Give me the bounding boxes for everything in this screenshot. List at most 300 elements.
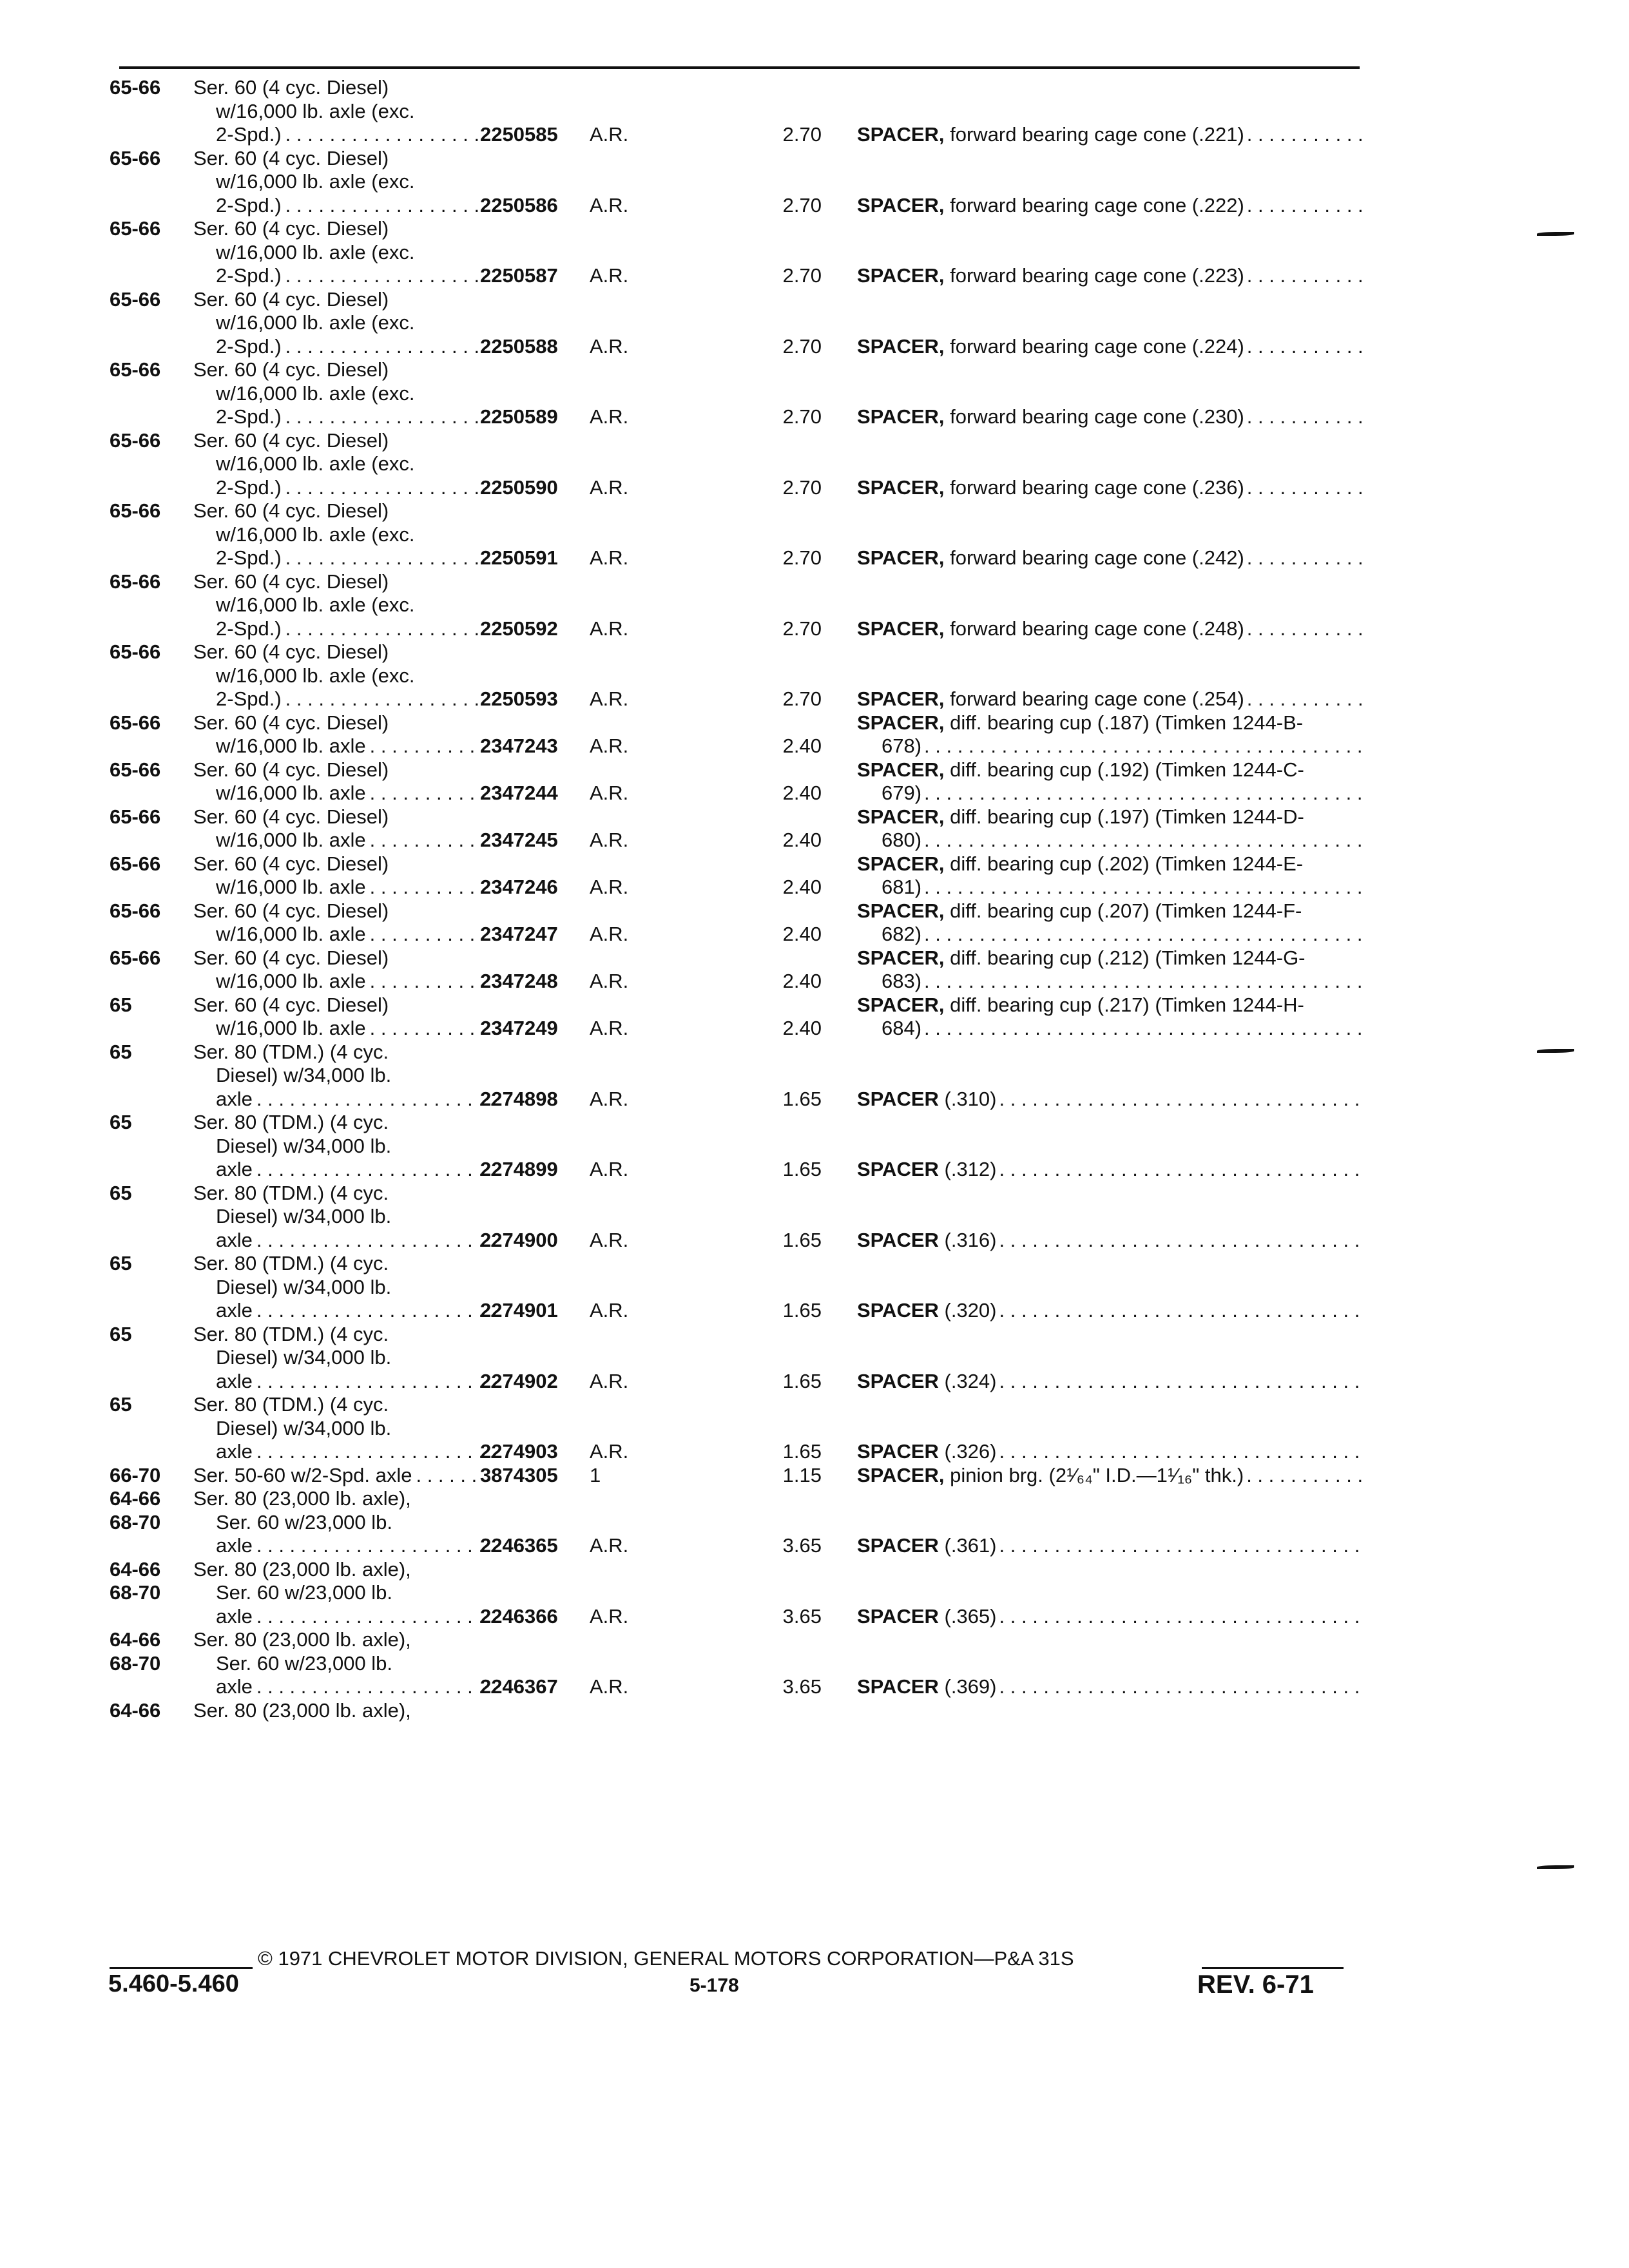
part-name-continuation: 682) bbox=[882, 923, 922, 945]
quantity: A.R. bbox=[590, 1534, 629, 1557]
part-name-keyword: SPACER bbox=[857, 1228, 939, 1251]
part-name-line bbox=[857, 782, 1363, 805]
part-number: 2250593 bbox=[480, 687, 558, 710]
model-years: 64-66 68-70 bbox=[110, 1628, 161, 1675]
description-line: Diesel) w/34,000 lb. bbox=[216, 1134, 392, 1157]
entry-application bbox=[110, 76, 760, 147]
part-name bbox=[857, 758, 1363, 805]
description-line: Diesel) w/34,000 lb. bbox=[216, 1275, 392, 1298]
description-text: 2-Spd.) bbox=[216, 334, 282, 358]
list-price: 2.70 bbox=[782, 405, 822, 428]
description-line bbox=[193, 970, 499, 994]
description-line: Ser. 80 (TDM.) (4 cyc. bbox=[193, 1393, 389, 1416]
part-name-line bbox=[857, 829, 1363, 852]
part-name-keyword: SPACER bbox=[857, 1299, 939, 1321]
part-name bbox=[857, 1605, 1363, 1629]
footer-rule-right bbox=[1202, 1967, 1344, 1969]
part-name-detail: diff. bearing cup (.217) (Timken 1244-H- bbox=[944, 993, 1304, 1016]
footer-rule-left bbox=[110, 1967, 253, 1969]
description-line: Ser. 60 (4 cyc. Diesel) bbox=[193, 852, 389, 875]
revision-label: REV. 6-71 bbox=[1197, 1970, 1314, 1999]
entry-application bbox=[110, 640, 760, 711]
description-line: Ser. 60 (4 cyc. Diesel) bbox=[193, 640, 389, 663]
parts-catalog-list bbox=[110, 76, 1363, 1722]
quantity: A.R. bbox=[590, 264, 629, 287]
leader-dots bbox=[1247, 264, 1363, 288]
part-name-detail: (.312) bbox=[938, 1158, 997, 1180]
part-name bbox=[857, 947, 1363, 994]
catalog-entry bbox=[110, 994, 1363, 1041]
entry-application bbox=[110, 429, 760, 500]
part-name bbox=[857, 1440, 1363, 1464]
list-price: 2.70 bbox=[782, 687, 822, 710]
part-name-keyword: SPACER bbox=[857, 1369, 939, 1392]
leader-dots bbox=[1247, 335, 1363, 359]
part-name-text bbox=[857, 758, 1304, 782]
part-name-keyword: SPACER, bbox=[857, 758, 945, 781]
margin-mark bbox=[1537, 232, 1574, 236]
leader-dots bbox=[416, 1464, 477, 1488]
part-name-keyword: SPACER, bbox=[857, 852, 945, 875]
part-name-line bbox=[857, 994, 1363, 1017]
leader-dots bbox=[1247, 123, 1363, 147]
model-years: 65-66 bbox=[110, 852, 161, 875]
description-line bbox=[193, 335, 499, 359]
list-price: 1.65 bbox=[782, 1440, 822, 1463]
part-name-text bbox=[857, 1464, 1244, 1488]
part-number: 2250590 bbox=[480, 476, 558, 499]
part-name-text bbox=[857, 711, 1303, 735]
list-price: 2.40 bbox=[782, 735, 822, 757]
catalog-entry bbox=[110, 1323, 1363, 1394]
part-number: 2250592 bbox=[480, 617, 558, 640]
part-number: 2250589 bbox=[480, 405, 558, 428]
model-years: 65-66 bbox=[110, 217, 161, 240]
leader-dots bbox=[924, 829, 1363, 852]
catalog-entry bbox=[110, 899, 1363, 947]
quantity: A.R. bbox=[590, 876, 629, 898]
part-name-text bbox=[857, 405, 1244, 429]
part-name-text bbox=[857, 1605, 997, 1629]
leader-dots bbox=[285, 476, 499, 500]
part-number: 2347243 bbox=[480, 735, 558, 757]
part-number: 2250587 bbox=[480, 264, 558, 287]
part-name bbox=[857, 476, 1363, 500]
quantity: A.R. bbox=[590, 1158, 629, 1180]
part-name-keyword: SPACER, bbox=[857, 805, 945, 828]
part-name-keyword: SPACER, bbox=[857, 193, 945, 216]
entry-application bbox=[110, 570, 760, 641]
part-number: 2274898 bbox=[480, 1087, 558, 1110]
part-name-continuation: 683) bbox=[882, 970, 922, 992]
entry-application bbox=[110, 288, 760, 359]
leader-dots bbox=[924, 735, 1363, 758]
quantity: A.R. bbox=[590, 1604, 629, 1628]
description-line bbox=[193, 782, 499, 805]
part-name-detail: diff. bearing cup (.207) (Timken 1244-F- bbox=[944, 899, 1302, 922]
part-name-detail: (.316) bbox=[938, 1228, 997, 1251]
model-years: 65-66 bbox=[110, 711, 161, 734]
model-years: 65 bbox=[110, 1322, 132, 1345]
model-years: 65-66 bbox=[110, 76, 161, 99]
description-line: w/16,000 lb. axle (exc. bbox=[216, 523, 415, 546]
entry-application bbox=[110, 1628, 760, 1699]
description-line: Ser. 80 (23,000 lb. axle), bbox=[193, 1557, 411, 1581]
description-text: axle bbox=[216, 1228, 253, 1251]
part-name-keyword: SPACER bbox=[857, 1534, 939, 1557]
description-text: axle bbox=[216, 1158, 253, 1180]
quantity: A.R. bbox=[590, 687, 629, 710]
entry-application bbox=[110, 1041, 760, 1111]
application-description bbox=[193, 1699, 580, 1723]
description-text: Ser. 50-60 w/2-Spd. axle bbox=[193, 1463, 412, 1486]
part-name-continuation: 681) bbox=[882, 876, 922, 898]
leader-dots bbox=[256, 1299, 499, 1323]
quantity: A.R. bbox=[590, 1675, 629, 1698]
part-name-keyword: SPACER bbox=[857, 1087, 939, 1110]
part-number: 2347246 bbox=[480, 876, 558, 898]
catalog-entry bbox=[110, 805, 1363, 852]
list-price: 2.40 bbox=[782, 923, 822, 945]
part-name-line bbox=[857, 1440, 1363, 1464]
part-name-line bbox=[857, 1299, 1363, 1323]
leader-dots bbox=[256, 1605, 499, 1629]
description-text: axle bbox=[216, 1675, 253, 1698]
leader-dots bbox=[1247, 617, 1363, 641]
description-line: Ser. 60 (4 cyc. Diesel) bbox=[193, 146, 389, 169]
leader-dots bbox=[1247, 476, 1363, 500]
entry-application bbox=[110, 994, 760, 1041]
model-years: 65 bbox=[110, 1393, 132, 1416]
part-name-detail: pinion brg. (2¹⁄₆₄" I.D.—1¹⁄₁₆" thk.) bbox=[944, 1463, 1244, 1486]
part-name-keyword: SPACER bbox=[857, 1158, 939, 1180]
entry-application bbox=[110, 499, 760, 570]
leader-dots bbox=[924, 970, 1363, 994]
catalog-entry bbox=[110, 947, 1363, 994]
leader-dots bbox=[924, 1017, 1363, 1041]
model-years: 65-66 bbox=[110, 640, 161, 663]
part-name bbox=[857, 1299, 1363, 1323]
part-number: 2274900 bbox=[480, 1228, 558, 1251]
leader-dots bbox=[924, 923, 1363, 947]
description-line: Ser. 80 (23,000 lb. axle), bbox=[193, 1487, 411, 1510]
description-text: w/16,000 lb. axle bbox=[216, 1017, 366, 1039]
quantity: A.R. bbox=[590, 735, 629, 757]
leader-dots bbox=[999, 1229, 1363, 1253]
part-number: 2250591 bbox=[480, 546, 558, 569]
description-line: Diesel) w/34,000 lb. bbox=[216, 1064, 392, 1086]
description-line bbox=[193, 1370, 499, 1394]
part-name-text bbox=[857, 1534, 997, 1558]
part-name-line bbox=[857, 1158, 1363, 1182]
catalog-entry bbox=[110, 499, 1363, 570]
catalog-entry bbox=[110, 1699, 1363, 1723]
description-line: Ser. 60 w/23,000 lb. bbox=[216, 1651, 393, 1675]
model-years: 65 bbox=[110, 1040, 132, 1063]
part-name-text bbox=[857, 1370, 997, 1394]
leader-dots bbox=[924, 876, 1363, 899]
list-price: 2.40 bbox=[782, 829, 822, 851]
model-years: 65-66 bbox=[110, 499, 161, 522]
part-name-line bbox=[857, 687, 1363, 711]
part-name-detail: (.310) bbox=[938, 1087, 997, 1110]
leader-dots bbox=[285, 264, 499, 288]
part-name-text bbox=[857, 1158, 997, 1182]
entry-application bbox=[110, 1464, 760, 1488]
catalog-entry bbox=[110, 711, 1363, 758]
description-line: w/16,000 lb. axle (exc. bbox=[216, 664, 415, 687]
quantity: A.R. bbox=[590, 970, 629, 992]
part-name-keyword: SPACER bbox=[857, 1440, 939, 1463]
part-number: 2274901 bbox=[480, 1299, 558, 1321]
model-years: 65-66 bbox=[110, 946, 161, 969]
leader-dots bbox=[256, 1088, 499, 1111]
part-name-continuation: 679) bbox=[882, 782, 922, 804]
part-name bbox=[857, 264, 1363, 288]
model-years: 65 bbox=[110, 1111, 132, 1133]
part-name-detail: (.326) bbox=[938, 1440, 997, 1463]
catalog-entry bbox=[110, 852, 1363, 899]
model-years: 64-66 bbox=[110, 1698, 161, 1722]
part-number: 2347244 bbox=[480, 782, 558, 804]
catalog-entry bbox=[110, 1628, 1363, 1699]
model-years: 65-66 bbox=[110, 146, 161, 169]
part-name bbox=[857, 1370, 1363, 1394]
list-price: 2.70 bbox=[782, 617, 822, 640]
part-name-detail: forward bearing cage cone (.230) bbox=[944, 405, 1244, 428]
part-number: 2274899 bbox=[480, 1158, 558, 1180]
part-number: 2250588 bbox=[480, 334, 558, 358]
part-name bbox=[857, 617, 1363, 641]
description-line: w/16,000 lb. axle (exc. bbox=[216, 452, 415, 475]
list-price: 1.15 bbox=[782, 1463, 822, 1486]
entry-application bbox=[110, 358, 760, 429]
leader-dots bbox=[999, 1370, 1363, 1394]
leader-dots bbox=[999, 1440, 1363, 1464]
catalog-entry bbox=[110, 288, 1363, 359]
description-text: 2-Spd.) bbox=[216, 123, 282, 146]
description-line: w/16,000 lb. axle (exc. bbox=[216, 240, 415, 264]
quantity: A.R. bbox=[590, 1299, 629, 1321]
leader-dots bbox=[1246, 1464, 1363, 1488]
description-line: Ser. 60 (4 cyc. Diesel) bbox=[193, 711, 389, 734]
entry-application bbox=[110, 1111, 760, 1182]
part-name-continuation: 684) bbox=[882, 1017, 922, 1039]
quantity: A.R. bbox=[590, 1440, 629, 1463]
catalog-entry bbox=[110, 1182, 1363, 1253]
part-name bbox=[857, 1534, 1363, 1558]
leader-dots bbox=[285, 123, 499, 147]
description-line bbox=[193, 876, 499, 899]
description-line: Ser. 60 (4 cyc. Diesel) bbox=[193, 805, 389, 828]
leader-dots bbox=[999, 1088, 1363, 1111]
quantity: A.R. bbox=[590, 923, 629, 945]
part-number: 2246367 bbox=[480, 1675, 558, 1698]
part-name-line bbox=[857, 617, 1363, 641]
page-number: 5-178 bbox=[689, 1975, 739, 1996]
part-name bbox=[857, 1088, 1363, 1111]
description-line: Ser. 60 (4 cyc. Diesel) bbox=[193, 993, 389, 1016]
leader-dots bbox=[285, 546, 499, 570]
part-name-line bbox=[857, 546, 1363, 570]
description-line bbox=[193, 1229, 499, 1253]
part-name-line bbox=[857, 899, 1363, 923]
leader-dots bbox=[285, 335, 499, 359]
description-text: axle bbox=[216, 1534, 253, 1557]
description-line: Ser. 80 (TDM.) (4 cyc. bbox=[193, 1252, 389, 1274]
description-text: axle bbox=[216, 1440, 253, 1463]
description-line bbox=[193, 1158, 499, 1182]
description-text: axle bbox=[216, 1604, 253, 1628]
part-name-line bbox=[857, 1370, 1363, 1394]
catalog-entry bbox=[110, 758, 1363, 805]
leader-dots bbox=[999, 1675, 1363, 1699]
part-name-continuation: 678) bbox=[882, 735, 922, 757]
description-line bbox=[193, 1464, 477, 1488]
part-name-detail: (.361) bbox=[938, 1534, 997, 1557]
part-name-detail: diff. bearing cup (.187) (Timken 1244-B- bbox=[944, 711, 1304, 734]
list-price: 2.40 bbox=[782, 876, 822, 898]
catalog-entry bbox=[110, 1252, 1363, 1323]
part-name bbox=[857, 852, 1363, 899]
list-price: 1.65 bbox=[782, 1228, 822, 1251]
leader-dots bbox=[285, 687, 499, 711]
description-line bbox=[193, 617, 499, 641]
description-text: 2-Spd.) bbox=[216, 617, 282, 640]
description-text: axle bbox=[216, 1299, 253, 1321]
list-price: 1.65 bbox=[782, 1299, 822, 1321]
leader-dots bbox=[999, 1299, 1363, 1323]
description-text: 2-Spd.) bbox=[216, 476, 282, 499]
catalog-entry bbox=[110, 1111, 1363, 1182]
description-line: Ser. 60 w/23,000 lb. bbox=[216, 1510, 393, 1533]
part-name-keyword: SPACER, bbox=[857, 476, 945, 499]
description-line: Ser. 60 w/23,000 lb. bbox=[216, 1581, 393, 1604]
quantity: A.R. bbox=[590, 829, 629, 851]
description-line: Ser. 80 (TDM.) (4 cyc. bbox=[193, 1040, 389, 1063]
entry-application bbox=[110, 1699, 760, 1723]
entry-application bbox=[110, 1323, 760, 1394]
catalog-entry bbox=[110, 1464, 1363, 1488]
part-number: 2246365 bbox=[480, 1534, 558, 1557]
description-line bbox=[193, 687, 499, 711]
description-text: w/16,000 lb. axle bbox=[216, 782, 366, 804]
description-line bbox=[193, 1299, 499, 1323]
part-name-text bbox=[857, 1675, 997, 1699]
part-name bbox=[857, 711, 1363, 758]
leader-dots bbox=[999, 1605, 1363, 1629]
part-name-keyword: SPACER, bbox=[857, 546, 945, 569]
part-number: 2274902 bbox=[480, 1369, 558, 1392]
part-name-keyword: SPACER, bbox=[857, 617, 945, 640]
part-name-text bbox=[857, 687, 1244, 711]
entry-application bbox=[110, 711, 760, 758]
list-price: 2.70 bbox=[782, 123, 822, 146]
part-name-text bbox=[857, 852, 1303, 876]
quantity: A.R. bbox=[590, 1017, 629, 1039]
catalog-entry bbox=[110, 217, 1363, 288]
part-name-text bbox=[857, 805, 1304, 829]
catalog-entry bbox=[110, 570, 1363, 641]
model-years: 65-66 bbox=[110, 758, 161, 781]
catalog-entry bbox=[110, 147, 1363, 218]
description-line: Ser. 60 (4 cyc. Diesel) bbox=[193, 499, 389, 522]
part-number: 2246366 bbox=[480, 1604, 558, 1628]
description-line: Ser. 60 (4 cyc. Diesel) bbox=[193, 758, 389, 781]
list-price: 3.65 bbox=[782, 1675, 822, 1698]
model-years: 65 bbox=[110, 1181, 132, 1204]
copyright-notice: © 1971 CHEVROLET MOTOR DIVISION, GENERAL MOTORS CORPORATION—P&A 31S bbox=[258, 1947, 1074, 1970]
part-name-line bbox=[857, 758, 1363, 782]
part-name-text bbox=[857, 617, 1244, 641]
part-number: 2347248 bbox=[480, 970, 558, 992]
part-name-line bbox=[857, 735, 1363, 758]
part-name-line bbox=[857, 194, 1363, 218]
description-line: Ser. 80 (TDM.) (4 cyc. bbox=[193, 1322, 389, 1345]
leader-dots bbox=[285, 405, 499, 429]
leader-dots bbox=[999, 1534, 1363, 1558]
leader-dots bbox=[256, 1534, 499, 1558]
leader-dots bbox=[256, 1440, 499, 1464]
part-name bbox=[857, 1464, 1363, 1488]
description-text: w/16,000 lb. axle bbox=[216, 970, 366, 992]
description-line: Ser. 80 (23,000 lb. axle), bbox=[193, 1698, 411, 1722]
model-years: 65-66 bbox=[110, 805, 161, 828]
part-name-detail: (.365) bbox=[938, 1604, 997, 1628]
description-text: axle bbox=[216, 1087, 253, 1110]
part-name-detail: forward bearing cage cone (.222) bbox=[944, 193, 1244, 216]
part-name-keyword: SPACER, bbox=[857, 334, 945, 358]
list-price: 2.40 bbox=[782, 970, 822, 992]
part-name-text bbox=[857, 264, 1244, 288]
catalog-entry bbox=[110, 76, 1363, 147]
part-name-detail: diff. bearing cup (.197) (Timken 1244-D- bbox=[944, 805, 1304, 828]
part-number: 2250586 bbox=[480, 193, 558, 216]
part-name-line bbox=[857, 264, 1363, 288]
list-price: 2.70 bbox=[782, 264, 822, 287]
leader-dots bbox=[256, 1158, 499, 1182]
quantity: A.R. bbox=[590, 334, 629, 358]
leader-dots bbox=[256, 1675, 499, 1699]
quantity: 1 bbox=[590, 1463, 601, 1486]
list-price: 2.40 bbox=[782, 1017, 822, 1039]
description-line bbox=[193, 735, 499, 758]
description-text: axle bbox=[216, 1369, 253, 1392]
entry-application bbox=[110, 947, 760, 994]
catalog-entry bbox=[110, 1487, 1363, 1558]
catalog-entry bbox=[110, 640, 1363, 711]
part-name bbox=[857, 687, 1363, 711]
quantity: A.R. bbox=[590, 1087, 629, 1110]
part-number: 2274903 bbox=[480, 1440, 558, 1463]
part-number: 2347245 bbox=[480, 829, 558, 851]
description-line: Ser. 60 (4 cyc. Diesel) bbox=[193, 946, 389, 969]
description-line: Ser. 60 (4 cyc. Diesel) bbox=[193, 76, 389, 99]
catalog-entry bbox=[110, 1558, 1363, 1629]
part-name-text bbox=[857, 899, 1302, 923]
leader-dots bbox=[1247, 546, 1363, 570]
part-name-detail: forward bearing cage cone (.236) bbox=[944, 476, 1244, 499]
quantity: A.R. bbox=[590, 193, 629, 216]
part-name-detail: forward bearing cage cone (.242) bbox=[944, 546, 1244, 569]
part-name-line bbox=[857, 476, 1363, 500]
part-number: 3874305 bbox=[480, 1463, 558, 1486]
part-name-line bbox=[857, 335, 1363, 359]
part-name-detail: (.320) bbox=[938, 1299, 997, 1321]
part-name-line bbox=[857, 1088, 1363, 1111]
description-line: Ser. 80 (TDM.) (4 cyc. bbox=[193, 1111, 389, 1133]
entry-application bbox=[110, 805, 760, 852]
